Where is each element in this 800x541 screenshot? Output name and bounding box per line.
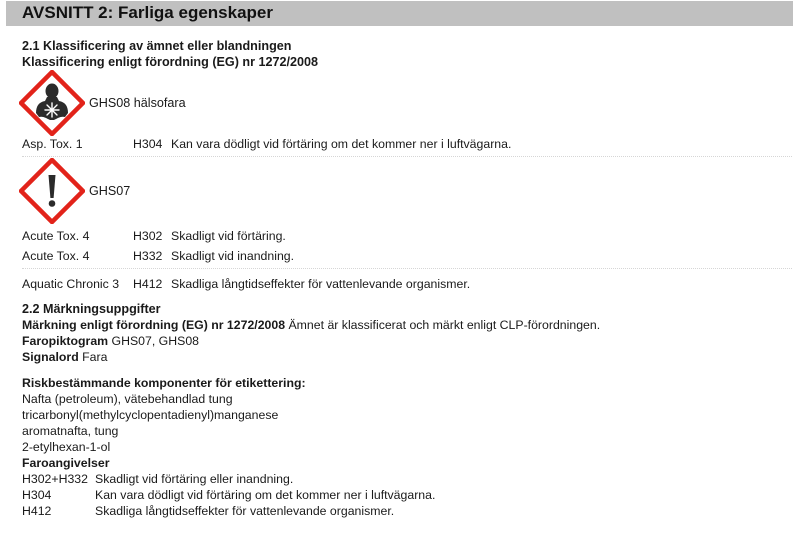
labelling-regulation-label: Märkning enligt förordning (EG) nr 1272/2008: [22, 318, 286, 332]
hazard-code: H332: [133, 249, 163, 263]
hazard-statement-text: Kan vara dödligt vid förtäring om det kommer ner i luftvägarna.: [95, 488, 436, 502]
health-hazard-icon: [19, 70, 85, 136]
hazard-text: Kan vara dödligt vid förtäring om det kommer ner i luftvägarna.: [171, 137, 512, 151]
labelling-pictograms: [22, 334, 199, 348]
pictograms-label: Faropiktogram: [22, 334, 109, 348]
hazard-category: Acute Tox. 4: [22, 229, 90, 243]
hazard-statements-heading: Faroangivelser: [22, 456, 110, 470]
labelling-regulation-text: Ämnet är klassificerat och märkt enligt CLP-förordningen.: [288, 318, 601, 332]
section-title: AVSNITT 2: Farliga egenskaper: [22, 3, 273, 22]
components-heading: Riskbestämmande komponenter för etikettering:: [22, 376, 306, 390]
hazard-code: H302: [133, 229, 163, 243]
classification-subheading: Klassificering enligt förordning (EG) nr 1272/2008: [22, 55, 319, 69]
pictograms-value: GHS07, GHS08: [111, 334, 199, 348]
exclamation-mark-icon: [19, 158, 85, 224]
pictogram-label-ghs07: GHS07: [89, 184, 131, 198]
hazard-statement-text: Skadliga långtidseffekter för vattenlevande organismer.: [95, 504, 395, 518]
classification-heading: 2.1 Klassificering av ämnet eller blandningen: [22, 39, 292, 53]
hazard-code: H412: [133, 277, 163, 291]
hazard-text: Skadliga långtidseffekter för vattenlevande organismer.: [171, 277, 471, 291]
hazard-code: H304: [133, 137, 163, 151]
hazard-statement-code: H302+H332: [22, 472, 88, 486]
hazard-statement-code: H412: [22, 504, 52, 518]
signal-word-value: Fara: [82, 350, 108, 364]
hazard-statement-text: Skadligt vid förtäring eller inandning.: [95, 472, 294, 486]
component-item: Nafta (petroleum), vätebehandlad tung: [22, 392, 233, 406]
labelling-regulation: [22, 318, 600, 332]
hazard-category: Acute Tox. 4: [22, 249, 90, 263]
labelling-signal-word: [22, 350, 107, 364]
signal-word-label: Signalord: [22, 350, 79, 364]
component-item: aromatnafta, tung: [22, 424, 119, 438]
dotted-separator: [22, 156, 792, 157]
hazard-statement-code: H304: [22, 488, 52, 502]
pictogram-label-ghs08: GHS08 hälsofara: [89, 96, 186, 110]
component-item: tricarbonyl(methylcyclopentadienyl)manganese: [22, 408, 279, 422]
hazard-text: Skadligt vid förtäring.: [171, 229, 286, 243]
dotted-separator: [22, 268, 792, 269]
hazard-category: Aquatic Chronic 3: [22, 277, 120, 291]
hazard-category: Asp. Tox. 1: [22, 137, 83, 151]
labelling-heading: 2.2 Märkningsuppgifter: [22, 302, 161, 316]
hazard-text: Skadligt vid inandning.: [171, 249, 295, 263]
component-item: 2-etylhexan-1-ol: [22, 440, 111, 454]
